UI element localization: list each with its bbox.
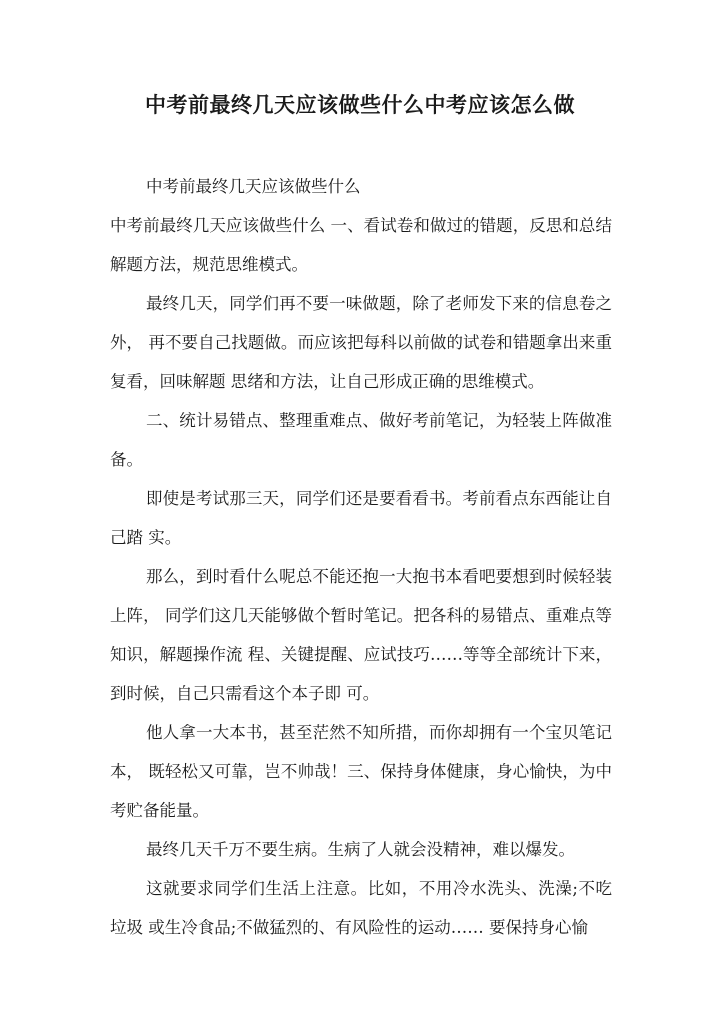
body-paragraph: 那么，到时看什么呢总不能还抱一大抱书本看吧要想到时候轻装上阵， 同学们这几天能够做个暂时笔记。把各科的易错点、重难点等知识，解题操作流 程、关键提醒、应试技巧……等等全部统计下来，到时候，自己只需看这个本子即 可。 — [110, 567, 612, 703]
body-paragraph: 这就要求同学们生活上注意。比如，不用冷水洗头、洗澡;不吃垃圾 或生冷食品;不做猛烈的、有风险性的运动…… 要保持身心愉 — [110, 879, 612, 937]
document-body — [110, 167, 612, 947]
section-heading: 中考前最终几天应该做些什么 — [146, 177, 361, 196]
body-paragraph: 他人拿一大本书，甚至茫然不知所措，而你却拥有一个宝贝笔记本， 既轻松又可靠，岂不帅哉！三、保持身体健康，身心愉快，为中考贮备能量。 — [110, 723, 612, 820]
body-paragraph: 即使是考试那三天，同学们还是要看看书。考前看点东西能让自己踏 实。 — [110, 489, 612, 547]
body-paragraph: 最终几天千万不要生病。生病了人就会没精神，难以爆发。 — [146, 840, 575, 859]
document-title: 中考前最终几天应该做些什么中考应该怎么做 — [145, 92, 575, 117]
body-paragraph: 最终几天，同学们再不要一味做题，除了老师发下来的信息卷之外， 再不要自己找题做。而应该把每科以前做的试卷和错题拿出来重复看，回味解题 思绪和方法，让自己形成正确的思维模式。 — [110, 294, 612, 391]
body-paragraph: 二、统计易错点、整理重难点、做好考前笔记，为轻装上阵做准备。 — [110, 411, 612, 469]
body-paragraph: 中考前最终几天应该做些什么 一、看试卷和做过的错题，反思和总结解题方法，规范思维模式。 — [110, 216, 612, 274]
